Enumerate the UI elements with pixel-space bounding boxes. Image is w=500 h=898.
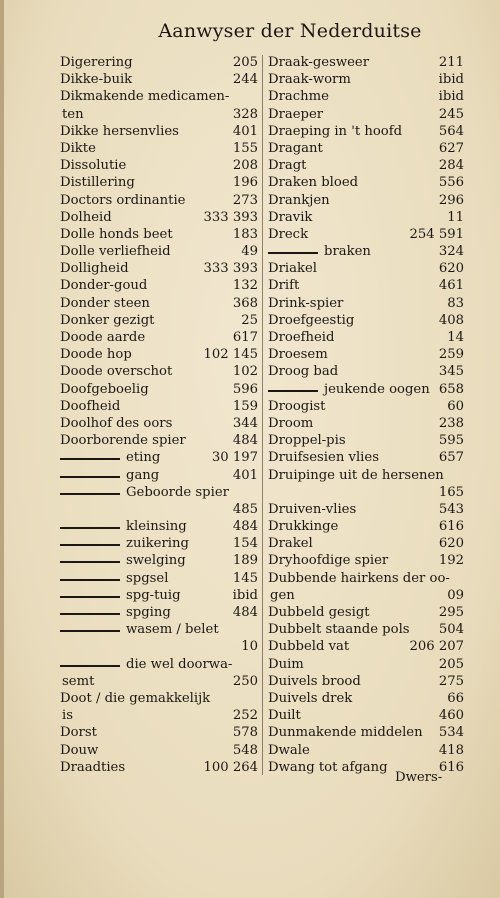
entry-term: Dunmakende middelen — [268, 725, 423, 741]
entry-page-number: 657 — [438, 450, 464, 466]
entry-term: Donker gezigt — [60, 312, 155, 328]
entry-term: Donder-goud — [60, 278, 148, 294]
entry-page-number: 620 — [438, 261, 464, 277]
entry-term: wasem / belet — [126, 622, 219, 638]
index-entry — [268, 174, 464, 191]
index-entry — [60, 123, 258, 140]
entry-page-number: 324 — [438, 244, 464, 260]
index-entry — [268, 157, 464, 174]
entry-term: Duivels drek — [268, 690, 353, 706]
entry-page-number: 192 — [438, 553, 464, 569]
entry-page-number: 244 — [232, 72, 258, 88]
index-entry — [60, 518, 258, 535]
index-entry — [268, 106, 464, 123]
index-entry — [268, 123, 464, 140]
entry-term: kleinsing — [126, 519, 187, 535]
entry-term: Droogist — [268, 398, 326, 414]
entry-term: Dragt — [268, 158, 307, 174]
entry-page-number: 145 — [232, 570, 258, 586]
index-entry — [60, 415, 258, 432]
entry-term: Droog bad — [268, 364, 339, 380]
index-entry — [60, 295, 258, 312]
ditto-dash — [60, 665, 120, 667]
entry-term: Draeper — [268, 106, 324, 122]
index-entry — [60, 157, 258, 174]
entry-term: Doode aarde — [60, 330, 146, 345]
index-entry — [60, 570, 258, 587]
entry-page-number: 155 — [232, 140, 258, 156]
index-entry — [60, 312, 258, 329]
index-entry — [60, 587, 258, 604]
entry-term: swelging — [126, 553, 186, 569]
entry-term: Druiven-vlies — [268, 501, 357, 517]
index-entry — [60, 604, 258, 621]
entry-page-number: 617 — [232, 330, 258, 345]
entry-page-number: 275 — [438, 673, 464, 689]
entry-term: Doofheid — [60, 398, 121, 414]
index-entry — [268, 535, 464, 552]
index-entry — [268, 192, 464, 209]
index-entry — [60, 656, 258, 673]
entry-term: Dikke hersenvlies — [60, 123, 179, 139]
index-entry — [60, 54, 258, 71]
index-entry — [60, 501, 258, 518]
entry-term: Droppel-pis — [268, 433, 346, 449]
index-entry — [60, 742, 258, 759]
entry-term: ten — [62, 106, 84, 122]
ditto-dash — [60, 527, 120, 529]
entry-term: spg-tuig — [126, 587, 181, 603]
entry-term: Dwang tot afgang — [268, 759, 388, 775]
entry-page-number: 100 264 — [203, 759, 258, 775]
entry-term: semt — [62, 673, 95, 689]
column-divider — [262, 55, 263, 775]
entry-term: Draken bloed — [268, 175, 359, 191]
ditto-dash — [60, 544, 120, 546]
ditto-dash — [60, 561, 120, 563]
entry-term: Droefheid — [268, 330, 335, 345]
ditto-dash — [268, 390, 318, 392]
entry-term: Druifsesien vlies — [268, 450, 379, 466]
index-entry — [60, 621, 258, 638]
index-entry — [60, 226, 258, 243]
entry-page-number: 296 — [438, 192, 464, 208]
entry-page-number: 595 — [438, 433, 464, 449]
index-entry — [268, 707, 464, 724]
index-entry — [60, 71, 258, 88]
entry-term: Geboorde spier — [126, 484, 229, 500]
catchword: Dwers- — [395, 770, 443, 785]
index-entry — [60, 638, 258, 655]
entry-page-number: 196 — [232, 175, 258, 191]
ditto-dash — [60, 579, 120, 581]
entry-page-number: 534 — [438, 725, 464, 741]
index-entry — [268, 432, 464, 449]
entry-term: Driakel — [268, 261, 317, 277]
entry-term: Draeping in 't hoofd — [268, 123, 403, 139]
index-entry — [268, 243, 464, 260]
entry-page-number: 83 — [447, 295, 464, 311]
entry-page-number: 205 — [232, 55, 258, 70]
index-entry — [268, 690, 464, 707]
entry-page-number: ibid — [232, 587, 258, 603]
entry-term: jeukende oogen — [324, 381, 430, 397]
entry-page-number: 11 — [447, 209, 464, 225]
entry-term: spgsel — [126, 570, 169, 586]
entry-page-number: 616 — [438, 759, 464, 775]
index-entry — [268, 449, 464, 466]
entry-page-number: 49 — [241, 244, 258, 260]
entry-term: Dubbeld gesigt — [268, 605, 370, 620]
ditto-dash — [60, 630, 120, 632]
entry-term: Dryhoofdige spier — [268, 553, 389, 569]
index-entry — [268, 381, 464, 398]
entry-term: Dolle honds beet — [60, 226, 173, 242]
entry-page-number: 159 — [232, 398, 258, 414]
entry-page-number: 284 — [438, 158, 464, 174]
entry-term: Drukkinge — [268, 519, 339, 535]
index-entry — [60, 535, 258, 552]
entry-page-number: ibid — [438, 72, 464, 88]
entry-term: Dikmakende medicamen- — [60, 89, 230, 105]
ditto-dash — [60, 493, 120, 495]
index-entry — [268, 71, 464, 88]
entry-page-number: 620 — [438, 536, 464, 552]
entry-page-number: 548 — [232, 742, 258, 758]
index-entry — [60, 106, 258, 123]
entry-page-number: 132 — [232, 278, 258, 294]
entry-page-number: 250 — [232, 673, 258, 689]
index-entry — [60, 174, 258, 191]
entry-term: Dikke-buik — [60, 72, 133, 88]
index-entry — [60, 398, 258, 415]
entry-page-number: 485 — [232, 501, 258, 517]
entry-page-number: 616 — [438, 519, 464, 535]
index-entry — [268, 88, 464, 105]
index-entry — [60, 88, 258, 105]
index-entry — [60, 329, 258, 346]
entry-term: Doctors ordinantie — [60, 192, 186, 208]
index-column-right — [268, 54, 464, 776]
entry-term: Dolligheid — [60, 261, 129, 277]
index-entry — [268, 570, 464, 587]
entry-term: Dubbelt staande pols — [268, 622, 410, 638]
entry-page-number: 504 — [438, 622, 464, 638]
entry-page-number: 205 — [438, 656, 464, 672]
entry-page-number: 60 — [447, 398, 464, 414]
index-entry — [268, 552, 464, 569]
entry-page-number: 165 — [438, 484, 464, 500]
index-entry — [268, 54, 464, 71]
index-entry — [268, 656, 464, 673]
entry-page-number: 154 — [232, 536, 258, 552]
index-entry — [268, 363, 464, 380]
entry-page-number: 543 — [438, 501, 464, 517]
entry-page-number: 401 — [232, 123, 258, 139]
index-entry — [268, 398, 464, 415]
entry-term: Draak-gesweer — [268, 55, 370, 70]
entry-term: Dubbende hairkens der oo- — [268, 570, 450, 586]
index-entry — [60, 724, 258, 741]
entry-term: Drakel — [268, 536, 313, 552]
entry-page-number: 102 — [232, 364, 258, 380]
entry-page-number: 658 — [438, 381, 464, 397]
entry-page-number: 627 — [438, 140, 464, 156]
entry-page-number: 25 — [241, 312, 258, 328]
index-entry — [268, 312, 464, 329]
entry-term: Droefgeestig — [268, 312, 355, 328]
index-entry — [60, 552, 258, 569]
index-entry — [60, 484, 258, 501]
entry-page-number: 245 — [438, 106, 464, 122]
entry-page-number: 556 — [438, 175, 464, 191]
index-entry — [60, 346, 258, 363]
index-entry — [268, 295, 464, 312]
entry-page-number: 254 591 — [409, 226, 464, 242]
entry-page-number: 333 393 — [203, 209, 258, 225]
index-entry — [268, 604, 464, 621]
index-entry — [60, 759, 258, 776]
entry-page-number: 14 — [447, 330, 464, 345]
entry-page-number: ibid — [438, 89, 464, 105]
index-entry — [268, 501, 464, 518]
entry-page-number: 10 — [241, 639, 258, 655]
index-entry — [268, 621, 464, 638]
entry-term: Dikte — [60, 140, 96, 156]
entry-page-number: 273 — [232, 192, 258, 208]
entry-term: Dissolutie — [60, 158, 127, 174]
ditto-dash — [60, 476, 120, 478]
ditto-dash — [60, 613, 120, 615]
entry-page-number: 484 — [232, 433, 258, 449]
entry-term: gang — [126, 467, 160, 483]
index-entry — [60, 690, 258, 707]
entry-term: Doot / die gemakkelijk — [60, 690, 211, 706]
index-entry — [60, 140, 258, 157]
index-entry — [60, 381, 258, 398]
entry-term: Doofgeboelig — [60, 381, 149, 397]
index-entry — [60, 707, 258, 724]
entry-page-number: 578 — [232, 725, 258, 741]
entry-term: Donder steen — [60, 295, 150, 311]
entry-term: Duivels brood — [268, 673, 361, 689]
index-entry — [60, 449, 258, 466]
entry-term: Dubbeld vat — [268, 639, 350, 655]
index-entry — [60, 363, 258, 380]
entry-term: Dravik — [268, 209, 313, 225]
index-column-left — [60, 54, 258, 776]
entry-page-number: 484 — [232, 519, 258, 535]
ditto-dash — [60, 596, 120, 598]
entry-term: Duilt — [268, 708, 301, 724]
entry-page-number: 09 — [447, 587, 464, 603]
index-entry — [268, 484, 464, 501]
index-entry — [268, 277, 464, 294]
entry-page-number: 368 — [232, 295, 258, 311]
index-entry — [268, 638, 464, 655]
entry-term: Digerering — [60, 55, 133, 70]
entry-term: Draadties — [60, 759, 126, 775]
entry-term: Dolle verliefheid — [60, 244, 171, 260]
entry-term: Duim — [268, 656, 304, 672]
index-entry — [60, 467, 258, 484]
entry-term: Doode hop — [60, 347, 132, 363]
index-entry — [60, 209, 258, 226]
entry-page-number: 189 — [232, 553, 258, 569]
entry-term: Druipinge uit de hersenen — [268, 467, 444, 483]
entry-page-number: 211 — [438, 55, 464, 70]
entry-page-number: 238 — [438, 415, 464, 431]
index-entry — [268, 329, 464, 346]
entry-term: Doorborende spier — [60, 433, 186, 449]
entry-term: braken — [324, 244, 371, 260]
index-entry — [268, 346, 464, 363]
entry-page-number: 183 — [232, 226, 258, 242]
entry-term: Drift — [268, 278, 300, 294]
entry-term: is — [62, 708, 73, 724]
entry-page-number: 596 — [232, 381, 258, 397]
entry-term: zuikering — [126, 536, 189, 552]
entry-term: die wel doorwa- — [126, 656, 233, 672]
entry-term: Dolheid — [60, 209, 112, 225]
entry-term: Dreck — [268, 226, 309, 242]
index-entry — [268, 415, 464, 432]
entry-page-number: 564 — [438, 123, 464, 139]
index-entry — [268, 209, 464, 226]
entry-term: Doode overschot — [60, 364, 173, 380]
entry-page-number: 408 — [438, 312, 464, 328]
ditto-dash — [60, 458, 120, 460]
index-entry — [60, 432, 258, 449]
entry-term: Drink-spier — [268, 295, 344, 311]
entry-term: Dwale — [268, 742, 310, 758]
entry-page-number: 66 — [447, 690, 464, 706]
entry-page-number: 484 — [232, 605, 258, 620]
entry-term: Droesem — [268, 347, 328, 363]
entry-page-number: 30 197 — [211, 450, 258, 466]
index-entry — [268, 742, 464, 759]
index-entry — [60, 192, 258, 209]
index-entry — [268, 587, 464, 604]
entry-term: Drankjen — [268, 192, 330, 208]
running-header: Aanwyser der Nederduitse — [158, 20, 422, 42]
index-entry — [60, 673, 258, 690]
index-entry — [268, 673, 464, 690]
entry-page-number: 460 — [438, 708, 464, 724]
index-entry — [268, 226, 464, 243]
page-edge — [0, 0, 4, 898]
entry-page-number: 208 — [232, 158, 258, 174]
entry-term: Droom — [268, 415, 314, 431]
index-entry — [60, 277, 258, 294]
index-entry — [268, 518, 464, 535]
entry-term: eting — [126, 450, 161, 466]
entry-page-number: 206 207 — [409, 639, 464, 655]
entry-page-number: 344 — [232, 415, 258, 431]
index-entry — [268, 260, 464, 277]
entry-term: Doolhof des oors — [60, 415, 173, 431]
entry-term: Draak-worm — [268, 72, 351, 88]
entry-term: Dorst — [60, 725, 97, 741]
entry-page-number: 328 — [232, 106, 258, 122]
entry-page-number: 252 — [232, 708, 258, 724]
index-entry — [268, 140, 464, 157]
entry-page-number: 401 — [232, 467, 258, 483]
entry-page-number: 461 — [438, 278, 464, 294]
entry-term: Drachme — [268, 89, 329, 105]
entry-page-number: 259 — [438, 347, 464, 363]
entry-term: Distillering — [60, 175, 135, 191]
entry-term: Dragant — [268, 140, 323, 156]
index-entry — [268, 467, 464, 484]
index-entry — [60, 260, 258, 277]
entry-term: spging — [126, 605, 171, 620]
entry-page-number: 102 145 — [203, 347, 258, 363]
entry-term: Douw — [60, 742, 99, 758]
ditto-dash — [268, 252, 318, 254]
index-entry — [268, 724, 464, 741]
entry-page-number: 418 — [438, 742, 464, 758]
entry-page-number: 345 — [438, 364, 464, 380]
entry-page-number: 295 — [438, 605, 464, 620]
entry-page-number: 333 393 — [203, 261, 258, 277]
index-entry — [60, 243, 258, 260]
entry-term: gen — [270, 587, 295, 603]
